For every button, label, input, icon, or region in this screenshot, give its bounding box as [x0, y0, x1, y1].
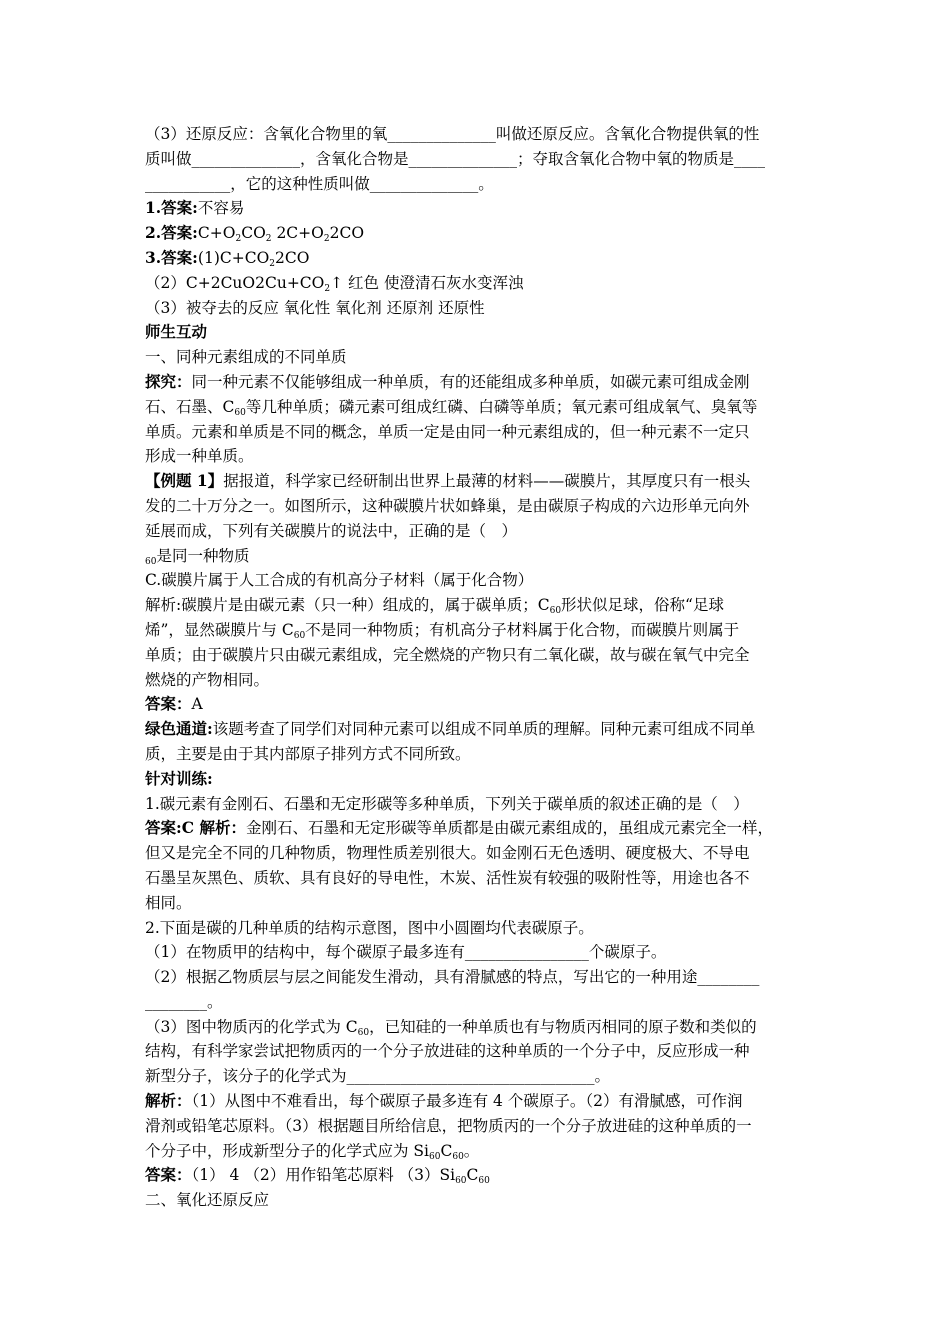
training-question-2-part-1: （1）在物质甲的结构中，每个碳原子最多连有________________个碳原子。 [145, 943, 667, 962]
question-3-line-3: ___________，它的这种性质叫做______________。 [145, 174, 494, 193]
answer-text: C [466, 1166, 479, 1185]
subscript: 2 [269, 258, 276, 269]
subscript: 60 [429, 1151, 441, 1162]
training-question-2-part-3-line-1 [145, 1015, 807, 1040]
training-answer-1-line-2: 但又是完全不同的几种物质，物理性质差别很大。如金刚石无色透明、硬度极大、不导电 [145, 844, 750, 863]
analysis-text: 解析:碳膜片是由碳元素（只一种）组成的，属于碳单质；C [145, 596, 550, 615]
analysis-text: 个分子中，形成新型分子的化学式应为 Si [145, 1141, 430, 1160]
example-1-line-2: 发的二十万分之一。如图所示，这种碳膜片状如蜂巢，是由碳原子构成的六边形单元向外 [145, 496, 750, 515]
answer-3-label: 3.答案: [145, 247, 198, 267]
answer-3 [145, 246, 807, 271]
analysis-line-4: 燃烧的产物相同。 [145, 670, 270, 689]
training-heading: 针对训练: [145, 768, 213, 788]
question-3-line-2: 质叫做______________，含氧化合物是______________；夺取含氧化合物中氧的物质是____ [145, 149, 766, 168]
answer-1-label: 1.答案: [145, 198, 198, 218]
explore-text: 石、石墨、C [145, 397, 235, 416]
formula-part: ↑ 红色 使澄清石灰水变浑浊 [330, 273, 524, 292]
analysis-line-3: 单质；由于碳膜片只由碳元素组成，完全燃烧的产物只有二氧化碳，故与碳在氧气中完全 [145, 645, 750, 664]
example-answer [145, 692, 807, 717]
answer-1-text: 不容易 [197, 199, 245, 218]
training-question-2-part-3-line-3: 新型分子，该分子的化学式为________________________________。 [145, 1067, 611, 1086]
training-answer-1-line-1 [145, 816, 807, 841]
explore-label: 探究： [145, 371, 192, 391]
analysis-text: C [440, 1141, 453, 1160]
training-analysis-line-1 [145, 1089, 807, 1114]
formula-part: C+O [197, 224, 236, 243]
answer-1 [145, 196, 807, 221]
explore-text: 等几种单质；磷元素可组成红磷、白磷等单质；氧元素可组成氧气、臭氧等 [245, 397, 758, 416]
training-question-2: 2.下面是碳的几种单质的结构示意图，图中小圆圈均代表碳原子。 [145, 918, 594, 937]
subscript: 60 [145, 556, 157, 567]
green-channel-line-1 [145, 717, 807, 742]
example-1-label: 【例题 1】 [145, 471, 224, 491]
green-channel-text: 该题考查了同学们对同种元素可以组成不同单质的理解。同种元素可组成不同单 [212, 720, 756, 739]
formula-part: 2CO [275, 248, 310, 267]
training-answer-1-line-3: 石墨呈灰黑色、质软、具有良好的导电性，木炭、活性炭有较强的吸附性等，用途也各不 [145, 868, 750, 887]
subscript: 2 [265, 234, 272, 245]
training-analysis-line-3 [145, 1139, 807, 1164]
part-1-title: 一、同种元素组成的不同单质 [145, 348, 347, 367]
answer-3-part-3: （3）被夺去的反应 氧化性 氧化剂 还原剂 还原性 [145, 298, 485, 317]
explore-line-4: 形成一种单质。 [145, 447, 254, 466]
training-answer-text: 金刚石、石墨和无定形碳等单质都是由碳元素组成的，虽组成元素完全一样， [245, 819, 773, 838]
explore-line-3: 单质。元素和单质是不同的概念，单质一定是由同一种元素组成的，但一种元素不一定只 [145, 422, 750, 441]
answer-text: （1） 4 （2）用作铅笔芯原料 （3）Si [191, 1166, 456, 1185]
training-question-2-part-2-line-1: （2）根据乙物质层与层之间能发生滑动，具有滑腻感的特点，写出它的一种用途________ [145, 968, 760, 987]
analysis-line-2 [145, 618, 807, 643]
training-question-1: 1.碳元素有金刚石、石墨和无定形碳等多种单质，下列关于碳单质的叙述正确的是（ ） [145, 794, 749, 813]
analysis-line-1 [145, 593, 807, 618]
training-answer-label: 答案:C 解析： [145, 818, 246, 838]
answer-3-part-2 [145, 271, 807, 296]
option-c: C.碳膜片属于人工合成的有机高分子材料（属于化合物） [145, 571, 534, 590]
option-text: 是同一种物质 [156, 546, 250, 565]
explore-line-2 [145, 395, 807, 420]
formula-part: 2C+O [271, 224, 324, 243]
subscript: 2 [235, 234, 242, 245]
subscript: 60 [234, 407, 246, 418]
explore-text: 同一种元素不仅能够组成一种单质，有的还能组成多种单质，如碳元素可组成金刚 [191, 372, 750, 391]
subscript: 60 [478, 1176, 490, 1187]
green-channel-label: 绿色通道: [145, 719, 213, 739]
question-text: ，已知硅的一种单质也有与物质丙相同的原子数和类似的 [369, 1017, 757, 1036]
subscript: 60 [455, 1176, 467, 1187]
subscript: 60 [452, 1151, 464, 1162]
subscript: 60 [549, 606, 562, 617]
analysis-text: 不是同一种物质；有机高分子材料属于化合物，而碳膜片则属于 [305, 620, 740, 639]
training-answer-1-line-4: 相同。 [145, 893, 192, 912]
answer-text: A [191, 695, 203, 714]
training-answer-2 [145, 1163, 807, 1188]
example-1-line-1 [145, 469, 807, 494]
part-2-title: 二、氧化还原反应 [145, 1191, 270, 1210]
training-question-2-part-3-line-2: 结构，有科学家尝试把物质丙的一个分子放进硅的这种单质的一个分子中，反应形成一种 [145, 1042, 750, 1061]
green-channel-line-2: 质，主要是由于其内部原子排列方式不同所致。 [145, 744, 471, 763]
example-1-line-3: 延展而成，下列有关碳膜片的说法中，正确的是（ ） [145, 521, 518, 540]
question-text: （3）图中物质丙的化学式为 C [145, 1017, 358, 1036]
document-body [145, 122, 807, 1213]
subscript: 2 [323, 234, 330, 245]
subscript: 2 [324, 283, 331, 294]
formula-part: 2CO [329, 224, 365, 243]
training-answer-2-label: 答案： [145, 1165, 192, 1185]
subscript: 60 [293, 630, 306, 641]
analysis-text: 形状似足球，俗称“足球 [561, 596, 724, 615]
training-analysis-label: 解析： [145, 1091, 192, 1111]
formula-part: CO [241, 224, 266, 243]
explore-line-1 [145, 370, 807, 395]
formula-part: (1)C+CO [197, 248, 270, 267]
answer-label: 答案： [145, 694, 192, 714]
answer-2-label: 2.答案: [145, 223, 198, 243]
formula-part: （2）C+2CuO2Cu+CO [145, 273, 325, 292]
subscript: 60 [357, 1027, 370, 1038]
section-heading: 师生互动 [145, 322, 208, 342]
answer-2 [145, 221, 807, 246]
analysis-text: 烯”，显然碳膜片与 C [145, 620, 294, 639]
question-3-line-1: （3）还原反应：含氧化合物里的氧______________叫做还原反应。含氧化合物提供氧的性 [145, 125, 760, 143]
option-b [145, 544, 807, 569]
analysis-text: （1）从图中不难看出，每个碳原子最多连有 4 个碳原子。（2）有滑腻感，可作润 [191, 1092, 743, 1111]
training-question-2-part-2-line-2: ________。 [145, 992, 223, 1011]
training-analysis-line-2: 滑剂或铅笔芯原料。（3）根据题目所给信息，把物质丙的一个分子放进硅的这种单质的一 [145, 1116, 752, 1135]
analysis-text: 。 [463, 1141, 480, 1160]
example-text: 据报道，科学家已经研制出世界上最薄的材料——碳膜片，其厚度只有一根头 [223, 472, 751, 491]
